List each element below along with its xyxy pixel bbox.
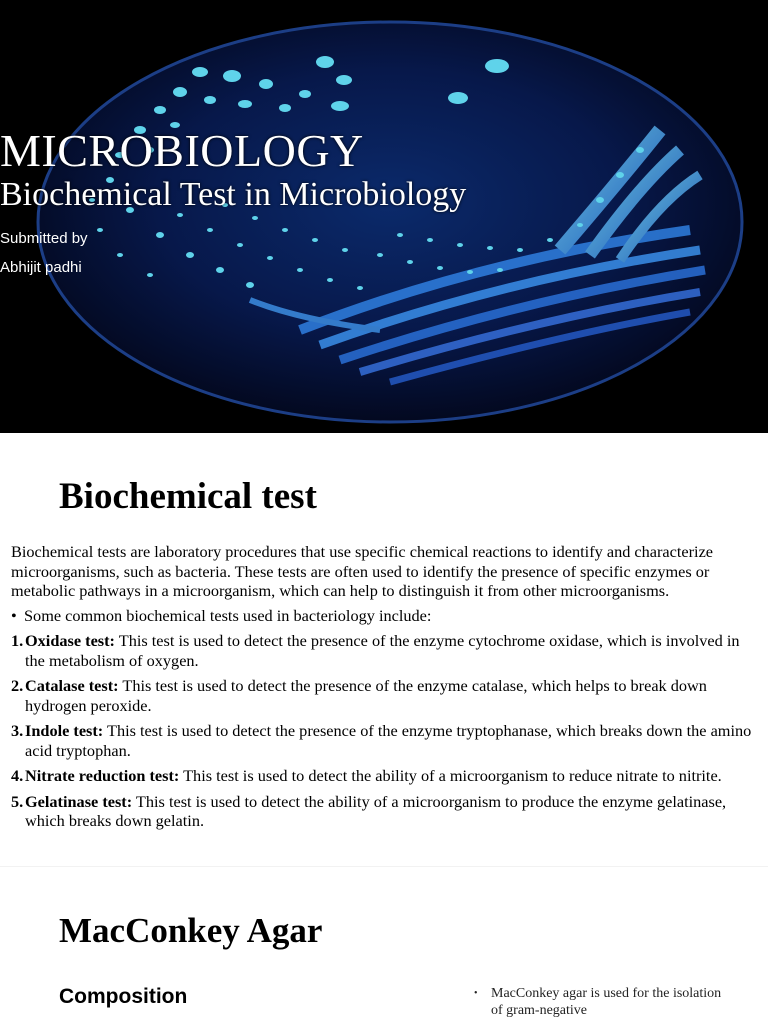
petri-dish-image — [0, 0, 768, 433]
bullet-text: MacConkey agar is used for the isolation of gram-negative — [491, 986, 722, 1018]
bullet-text: Some common biochemical tests used in bacteriology include: — [24, 605, 432, 625]
list-item — [11, 676, 761, 715]
bullet-item — [474, 985, 724, 1019]
biochemical-test-slide — [0, 433, 768, 866]
test-name: Nitrate reduction test: — [25, 766, 180, 785]
test-list — [11, 631, 761, 831]
list-item — [11, 721, 761, 760]
bullet-item — [11, 606, 761, 626]
slide-body — [11, 542, 761, 831]
list-item — [11, 631, 761, 670]
test-description: This test is used to detect the ability of a microorganism to reduce nitrate to nitrite. — [179, 766, 722, 785]
test-description: This test is used to detect the presence of the enzyme cytochrome oxidase, which is involved in the metabolism of oxygen. — [25, 631, 740, 670]
bullet-dot-icon: • — [11, 605, 17, 625]
test-description: This test is used to detect the ability of a microorganism to produce the enzyme gelatinase, which breaks down gelatin. — [25, 791, 727, 830]
list-number: 1. — [11, 631, 24, 650]
list-item — [11, 792, 761, 831]
title-slide — [0, 0, 768, 433]
test-description: This test is used to detect the presence of the enzyme tryptophanase, which breaks down the amino acid tryptophan. — [25, 721, 752, 760]
bullet-dot-icon: • — [474, 988, 478, 999]
submitted-label: Submitted by — [0, 230, 88, 247]
intro-paragraph: Biochemical tests are laboratory procedures that use specific chemical reactions to identify and characterize microorganisms, such as bacteria. These tests are often used to identify the presence of specific enzymes or metabolic pathways in a microorganism, which can help to distinguish it from other microorganisms. — [11, 542, 714, 600]
list-item — [11, 766, 761, 786]
test-name: Oxidase test: — [25, 631, 115, 650]
test-name: Catalase test: — [25, 676, 119, 695]
list-number: 2. — [11, 676, 24, 695]
composition-heading: Composition — [59, 985, 188, 1008]
test-name: Indole test: — [25, 721, 104, 740]
slide-title: MICROBIOLOGY — [0, 125, 364, 176]
slide-subtitle: Biochemical Test in Microbiology — [0, 176, 467, 213]
slide-heading: MacConkey Agar — [59, 911, 323, 950]
list-number: 4. — [11, 766, 24, 785]
macconkey-slide — [0, 866, 768, 1025]
list-number: 3. — [11, 721, 24, 740]
slide-heading: Biochemical test — [59, 476, 317, 517]
test-name: Gelatinase test: — [25, 791, 133, 811]
author-name: Abhijit padhi — [0, 259, 82, 276]
list-number: 5. — [11, 791, 24, 811]
test-description: This test is used to detect the presence of the enzyme catalase, which helps to break down hydrogen peroxide. — [25, 676, 707, 715]
